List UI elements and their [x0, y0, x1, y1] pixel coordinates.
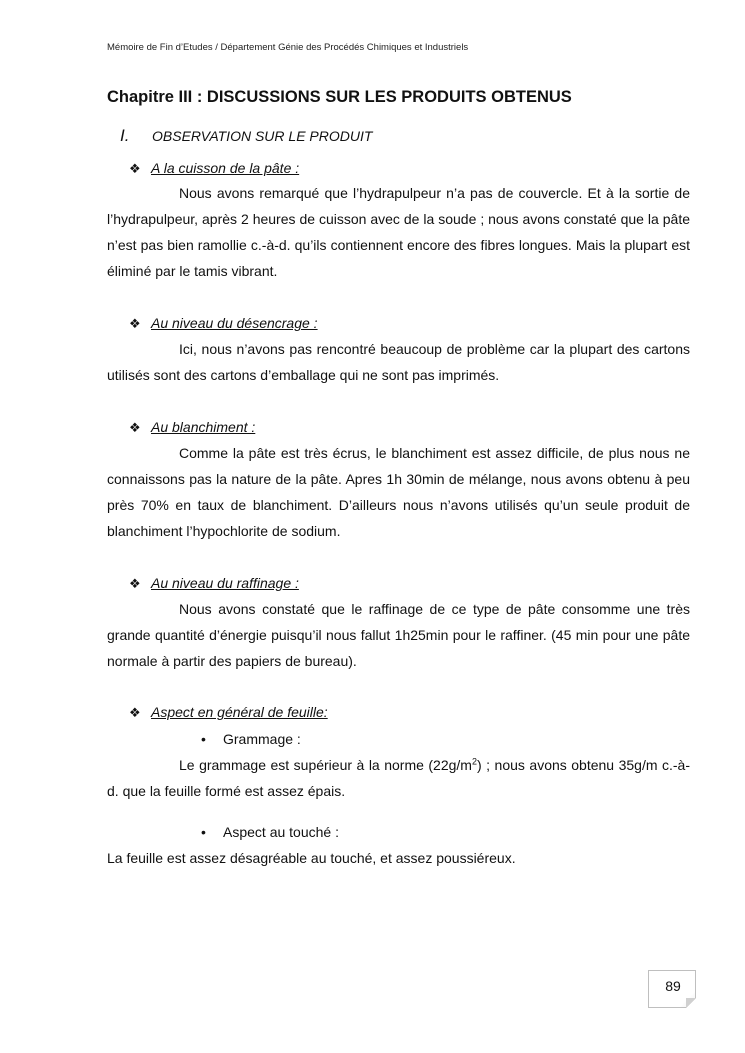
- chapter-title: Chapitre III : DISCUSSIONS SUR LES PRODUITS OBTENUS: [107, 88, 572, 106]
- paragraph-blanchiment: Comme la pâte est très écrus, le blanchiment est assez difficile, de plus nous ne connaissons pas la nature de la pâte. Apres 1h 30min de mélange, nous avons obtenu à peu près 70% en taux de blanchiment. D’ailleurs nous n’avons utilisés qu’un seule produit de blanchiment l’hypochlorite de sodium.: [107, 445, 690, 539]
- page-fold-corner: [686, 998, 696, 1008]
- paragraph-cuisson: Nous avons remarqué que l’hydrapulpeur n’a pas de couvercle. Et à la sortie de l’hydrapulpeur, après 2 heures de cuisson avec de la soude ; nous avons constaté que la pâte n’est pas bien ramollie c.-à-d. qu’ils contiennent encore des fibres longues. Mais la plupart est éliminé par le tamis vibrant.: [107, 185, 690, 279]
- list-item-grammage: [201, 731, 301, 747]
- paragraph-raffinage: Nous avons constaté que le raffinage de ce type de pâte consomme une très grande quantité d’énergie puisqu’il nous fallut 1h25min pour le raffiner. (45 min pour une pâte normale à partir des papiers de bureau).: [107, 601, 690, 669]
- diamond-bullet-icon: ❖: [129, 161, 141, 176]
- subsection-heading-raffinage: [129, 575, 299, 592]
- diamond-bullet-icon: ❖: [129, 316, 141, 331]
- running-header: Mémoire de Fin d’Etudes / Département Génie des Procédés Chimiques et Industriels: [107, 42, 469, 53]
- touche-label: Aspect au touché :: [223, 824, 339, 840]
- subsection-heading-desencrage: [129, 315, 318, 332]
- section-numeral: I.: [120, 126, 130, 145]
- paragraph-desencrage: Ici, nous n’avons pas rencontré beaucoup de problème car la plupart des cartons utilisés sont des cartons d’emballage qui ne sont pas imprimés.: [107, 341, 690, 383]
- diamond-bullet-icon: ❖: [129, 576, 141, 591]
- subsection-title-blanchiment: Au blanchiment :: [151, 419, 256, 435]
- subsection-title-raffinage: Au niveau du raffinage :: [151, 575, 299, 591]
- section-heading: [120, 126, 372, 146]
- subsection-title-aspect: Aspect en général de feuille:: [151, 704, 328, 720]
- page-number-box: [648, 970, 696, 1008]
- bullet-icon: •: [201, 824, 206, 840]
- bullet-icon: •: [201, 731, 206, 747]
- subsection-heading-cuisson: [129, 160, 299, 177]
- paragraph-touche: La feuille est assez désagréable au touché, et assez poussiéreux.: [107, 850, 516, 866]
- grammage-label: Grammage :: [223, 731, 301, 747]
- subsection-title-desencrage: Au niveau du désencrage :: [151, 315, 318, 331]
- diamond-bullet-icon: ❖: [129, 705, 141, 720]
- section-title: OBSERVATION SUR LE PRODUIT: [152, 128, 373, 144]
- paragraph-grammage: Le grammage est supérieur à la norme $(22g/m^2)$ ; nous avons obtenu 35g/m c.-à-d. que la feuille formé est assez épais.: [107, 756, 691, 799]
- subsection-heading-blanchiment: [129, 419, 255, 436]
- diamond-bullet-icon: ❖: [129, 420, 141, 435]
- page-number: 89: [665, 978, 681, 994]
- subsection-title-cuisson: A la cuisson de la pâte :: [151, 160, 300, 176]
- list-item-touche: [201, 824, 339, 840]
- subsection-heading-aspect: [129, 704, 328, 721]
